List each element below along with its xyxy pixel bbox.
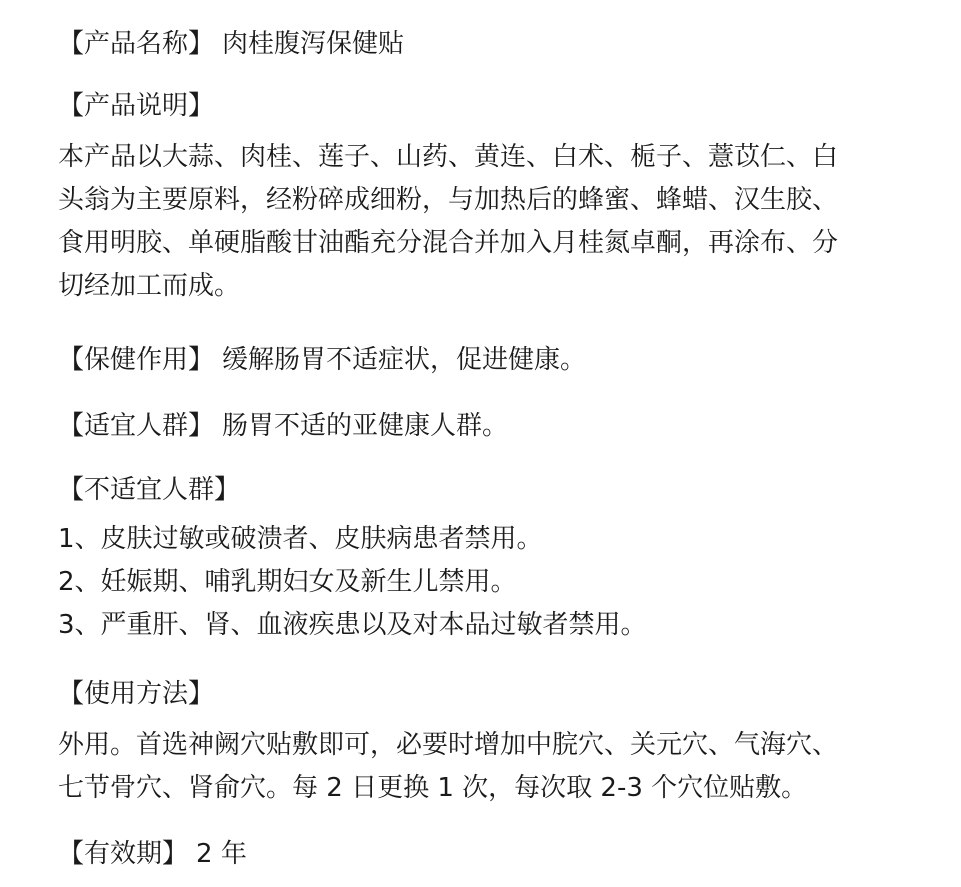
product-name-value: 肉桂腹泻保健贴 bbox=[222, 29, 405, 59]
list-item: 3、严重肝、肾、血液疾患以及对本品过敏者禁用。 bbox=[58, 610, 647, 640]
usage-heading: 【使用方法】 bbox=[58, 679, 215, 709]
suitable-label: 【适宜人群】 bbox=[58, 411, 215, 441]
validity-value: 2 年 bbox=[196, 839, 247, 869]
usage-line: 七节骨穴、肾俞穴。每 2 日更换 1 次，每次取 2-3 个穴位贴敷。 bbox=[58, 773, 808, 803]
validity-label: 【有效期】 bbox=[58, 839, 189, 869]
validity-row bbox=[58, 832, 247, 876]
product-name-row bbox=[58, 22, 404, 66]
unsuitable-heading: 【不适宜人群】 bbox=[58, 475, 241, 505]
health-effect-value: 缓解肠胃不适症状，促进健康。 bbox=[222, 345, 587, 375]
usage-line: 外用。首选神阙穴贴敷即可，必要时增加中脘穴、关元穴、气海穴、 bbox=[58, 730, 839, 760]
suitable-row bbox=[58, 404, 508, 448]
list-item: 2、妊娠期、哺乳期妇女及新生儿禁用。 bbox=[58, 567, 517, 597]
suitable-value: 肠胃不适的亚健康人群。 bbox=[222, 411, 509, 441]
health-effect-label: 【保健作用】 bbox=[58, 345, 215, 375]
health-effect-row bbox=[58, 338, 586, 382]
product-desc-line: 食用明胶、单硬脂酸甘油酯充分混合并加入月桂氮卓酮，再涂布、分 bbox=[58, 228, 839, 258]
product-desc-heading: 【产品说明】 bbox=[58, 91, 215, 121]
usage-body bbox=[58, 724, 838, 810]
product-desc-line: 头翁为主要原料，经粉碎成细粉，与加热后的蜂蜜、蜂蜡、汉生胶、 bbox=[58, 185, 839, 215]
product-desc-body bbox=[58, 136, 838, 308]
list-item: 1、皮肤过敏或破溃者、皮肤病患者禁用。 bbox=[58, 524, 543, 554]
unsuitable-list bbox=[58, 518, 647, 647]
product-desc-line: 切经加工而成。 bbox=[58, 271, 241, 301]
product-name-label: 【产品名称】 bbox=[58, 29, 215, 59]
product-desc-line: 本产品以大蒜、肉桂、莲子、山药、黄连、白术、栀子、薏苡仁、白 bbox=[58, 142, 839, 172]
